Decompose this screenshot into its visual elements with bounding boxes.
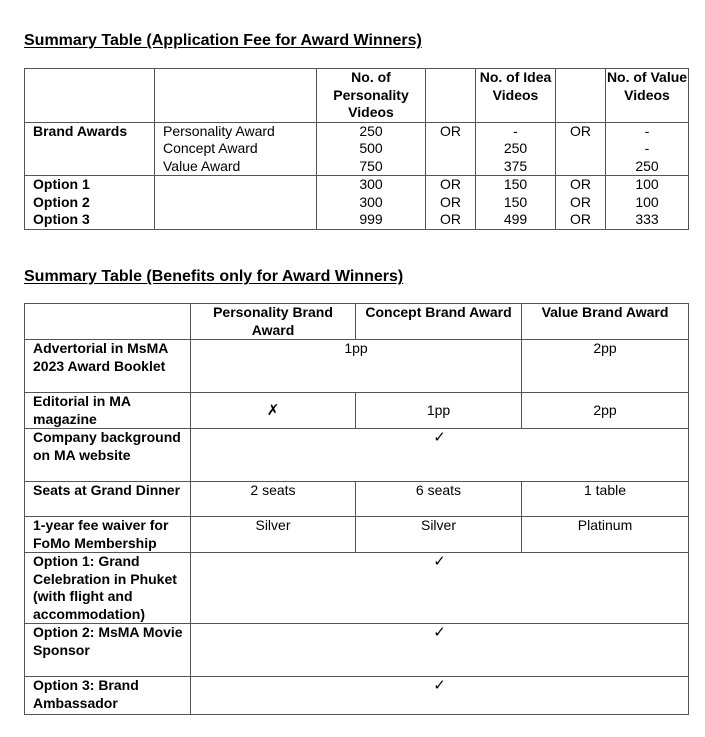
empty-cell [155,176,317,230]
or-cell: OR [570,176,591,192]
fee-concept: Silver [356,517,522,553]
check-icon: ✓ [191,624,689,677]
table-row [25,340,689,393]
row-label-seats: Seats at Grand Dinner [25,482,191,517]
row-label-option-3: Option 3: Brand Ambassador [25,677,191,715]
check-icon: ✓ [191,553,689,624]
or-cell: OR [440,211,461,227]
option-or-cells [426,176,476,230]
cell-value: 250 [503,140,528,156]
table-row [25,176,689,230]
or-cell: OR [426,122,476,176]
seats-personality: 2 seats [191,482,356,517]
cell-value: 100 [635,176,659,192]
application-fee-table [24,68,689,230]
empty-cell [25,69,155,123]
cell-value: 150 [503,193,528,210]
cell-value: 375 [503,157,528,174]
cell-value: 750 [359,157,383,174]
list-item: Concept Award [163,140,258,156]
cell-value: 499 [503,211,528,227]
cell-value: 333 [635,211,659,227]
cell-value: 300 [359,176,383,192]
header-personality-videos: No. of Personality Videos [317,69,426,123]
check-icon: ✓ [191,429,689,482]
option-label: Option 1 [33,176,90,192]
list-item: Value Award [163,157,241,174]
cell-value: 250 [359,122,383,139]
seats-concept: 6 seats [356,482,522,517]
cell-value: - [513,122,518,139]
idea-values [476,122,556,176]
option-labels [25,176,155,230]
brand-awards-label: Brand Awards [25,122,155,176]
or-cell: OR [440,176,461,192]
header-value-brand-award: Value Brand Award [522,304,689,340]
award-type-list [155,122,317,176]
option-idea-values [476,176,556,230]
cell-value: 100 [635,193,659,210]
table-row [25,429,689,482]
table-row [25,482,689,517]
row-label-fee-waiver: 1-year fee waiver for FoMo Membership [25,517,191,553]
cell-value: 300 [359,193,383,210]
empty-cell [426,69,476,123]
empty-cell [155,69,317,123]
benefits-table [24,303,689,715]
check-icon: ✓ [191,677,689,715]
cell-value: 999 [359,211,383,227]
or-cell: OR [556,122,606,176]
table-row [25,553,689,624]
cell-value: 500 [359,140,383,156]
table-row [25,393,689,429]
cell-value: 250 [635,157,659,174]
table-row [25,69,689,123]
empty-cell [556,69,606,123]
option-personality-values [317,176,426,230]
option-label: Option 3 [33,211,90,227]
option-or-cells [556,176,606,230]
option-value-values [606,176,689,230]
header-concept-brand-award: Concept Brand Award [356,304,522,340]
fee-value: Platinum [522,517,689,553]
header-personality-brand-award: Personality Brand Award [191,304,356,340]
benefits-title: Summary Table (Benefits only for Award Winners) [24,268,404,285]
application-fee-title: Summary Table (Application Fee for Award Winners) [24,32,422,49]
or-cell: OR [570,193,591,210]
list-item: Personality Award [163,122,275,139]
empty-cell [25,304,191,340]
cell-value: - [644,122,650,139]
table-row [25,304,689,340]
cell-value: 150 [503,176,528,192]
editorial-value-award: 2pp [522,393,689,429]
editorial-concept-value: 1pp [356,393,522,429]
option-label: Option 2 [33,193,90,210]
table-row [25,624,689,677]
row-label-option-2: Option 2: MsMA Movie Sponsor [25,624,191,677]
table-row [25,122,689,176]
personality-values [317,122,426,176]
table-row [25,677,689,715]
row-label-editorial: Editorial in MA magazine [25,393,191,429]
row-label-company-background: Company background on MA website [25,429,191,482]
row-label-option-1: Option 1: Grand Celebration in Phuket (with flight and accommodation) [25,553,191,624]
advertorial-shared-value: 1pp [191,340,522,393]
value-values [606,122,689,176]
cross-icon: ✗ [191,393,356,429]
or-cell: OR [570,211,591,227]
or-cell: OR [440,193,461,210]
row-label-advertorial: Advertorial in MsMA 2023 Award Booklet [25,340,191,393]
fee-personality: Silver [191,517,356,553]
table-row [25,517,689,553]
cell-value: - [644,140,650,156]
seats-value: 1 table [522,482,689,517]
advertorial-value-award: 2pp [522,340,689,393]
header-idea-videos: No. of Idea Videos [476,69,556,123]
header-value-videos: No. of Value Videos [606,69,689,123]
